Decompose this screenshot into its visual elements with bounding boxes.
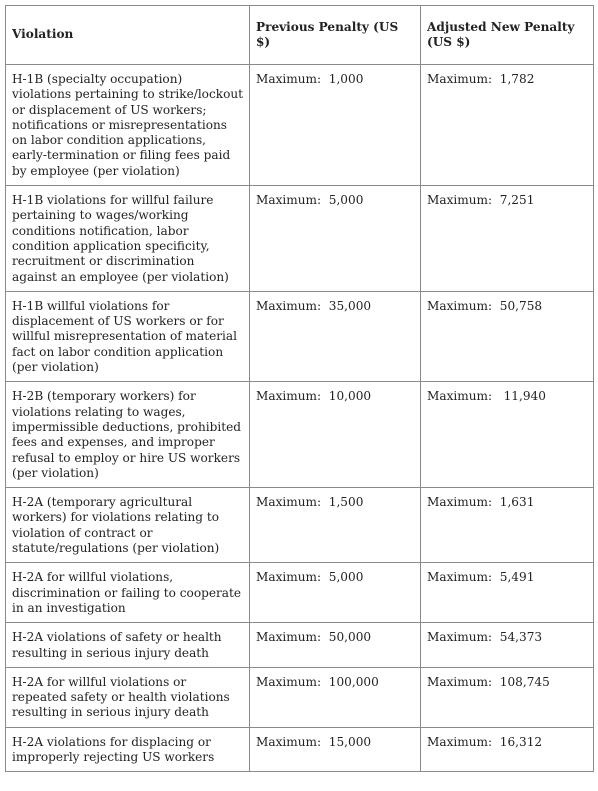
previous-penalty-cell: Maximum: 5,000 bbox=[250, 563, 421, 623]
violation-cell: H-2A violations for displacing or improperly rejecting US workers bbox=[6, 727, 250, 772]
violation-cell: H-1B willful violations for displacement of US workers or for willful misrepresentation of material fact on labor condition application (per violation) bbox=[6, 291, 250, 381]
table-row bbox=[6, 727, 594, 772]
violation-cell: H-2A (temporary agricultural workers) for violations relating to violation of contract or statute/regulations (per violation) bbox=[6, 488, 250, 563]
previous-penalty-cell: Maximum: 1,500 bbox=[250, 488, 421, 563]
previous-penalty-cell: Maximum: 5,000 bbox=[250, 186, 421, 292]
adjusted-penalty-cell: Maximum: 16,312 bbox=[421, 727, 594, 772]
table-row bbox=[6, 291, 594, 381]
previous-penalty-cell: Maximum: 10,000 bbox=[250, 382, 421, 488]
penalties-table bbox=[5, 5, 594, 772]
previous-penalty-cell: Maximum: 1,000 bbox=[250, 65, 421, 186]
violation-cell: H-2A for willful violations, discrimination or failing to cooperate in an investigation bbox=[6, 563, 250, 623]
adjusted-penalty-cell: Maximum: 7,251 bbox=[421, 186, 594, 292]
column-header-violation: Violation bbox=[6, 6, 250, 65]
table-row bbox=[6, 488, 594, 563]
column-header-previous-penalty: Previous Penalty (US $) bbox=[250, 6, 421, 65]
violation-cell: H-1B violations for willful failure pertaining to wages/working conditions notification, labor condition application specificity, recruitment or discrimination against an employee (per violation) bbox=[6, 186, 250, 292]
adjusted-penalty-cell: Maximum: 1,631 bbox=[421, 488, 594, 563]
table-row bbox=[6, 623, 594, 668]
adjusted-penalty-cell: Maximum: 108,745 bbox=[421, 667, 594, 727]
table-row bbox=[6, 563, 594, 623]
violation-cell: H-2A for willful violations or repeated safety or health violations resulting in serious injury death bbox=[6, 667, 250, 727]
previous-penalty-cell: Maximum: 50,000 bbox=[250, 623, 421, 668]
adjusted-penalty-cell: Maximum: 50,758 bbox=[421, 291, 594, 381]
table-row bbox=[6, 382, 594, 488]
table-row bbox=[6, 186, 594, 292]
column-header-adjusted-new-penalty: Adjusted New Penalty (US $) bbox=[421, 6, 594, 65]
previous-penalty-cell: Maximum: 15,000 bbox=[250, 727, 421, 772]
violation-cell: H-1B (specialty occupation) violations pertaining to strike/lockout or displacement of US workers; notifications or misrepresentations on labor condition applications, early-termination or filing fees paid by employee (per violation) bbox=[6, 65, 250, 186]
adjusted-penalty-cell: Maximum: 5,491 bbox=[421, 563, 594, 623]
adjusted-penalty-cell: Maximum: 11,940 bbox=[421, 382, 594, 488]
violation-cell: H-2B (temporary workers) for violations relating to wages, impermissible deductions, prohibited fees and expenses, and improper refusal to employ or hire US workers (per violation) bbox=[6, 382, 250, 488]
table-row bbox=[6, 65, 594, 186]
table-row bbox=[6, 667, 594, 727]
violation-cell: H-2A violations of safety or health resulting in serious injury death bbox=[6, 623, 250, 668]
adjusted-penalty-cell: Maximum: 1,782 bbox=[421, 65, 594, 186]
adjusted-penalty-cell: Maximum: 54,373 bbox=[421, 623, 594, 668]
header-row bbox=[6, 6, 594, 65]
previous-penalty-cell: Maximum: 35,000 bbox=[250, 291, 421, 381]
previous-penalty-cell: Maximum: 100,000 bbox=[250, 667, 421, 727]
